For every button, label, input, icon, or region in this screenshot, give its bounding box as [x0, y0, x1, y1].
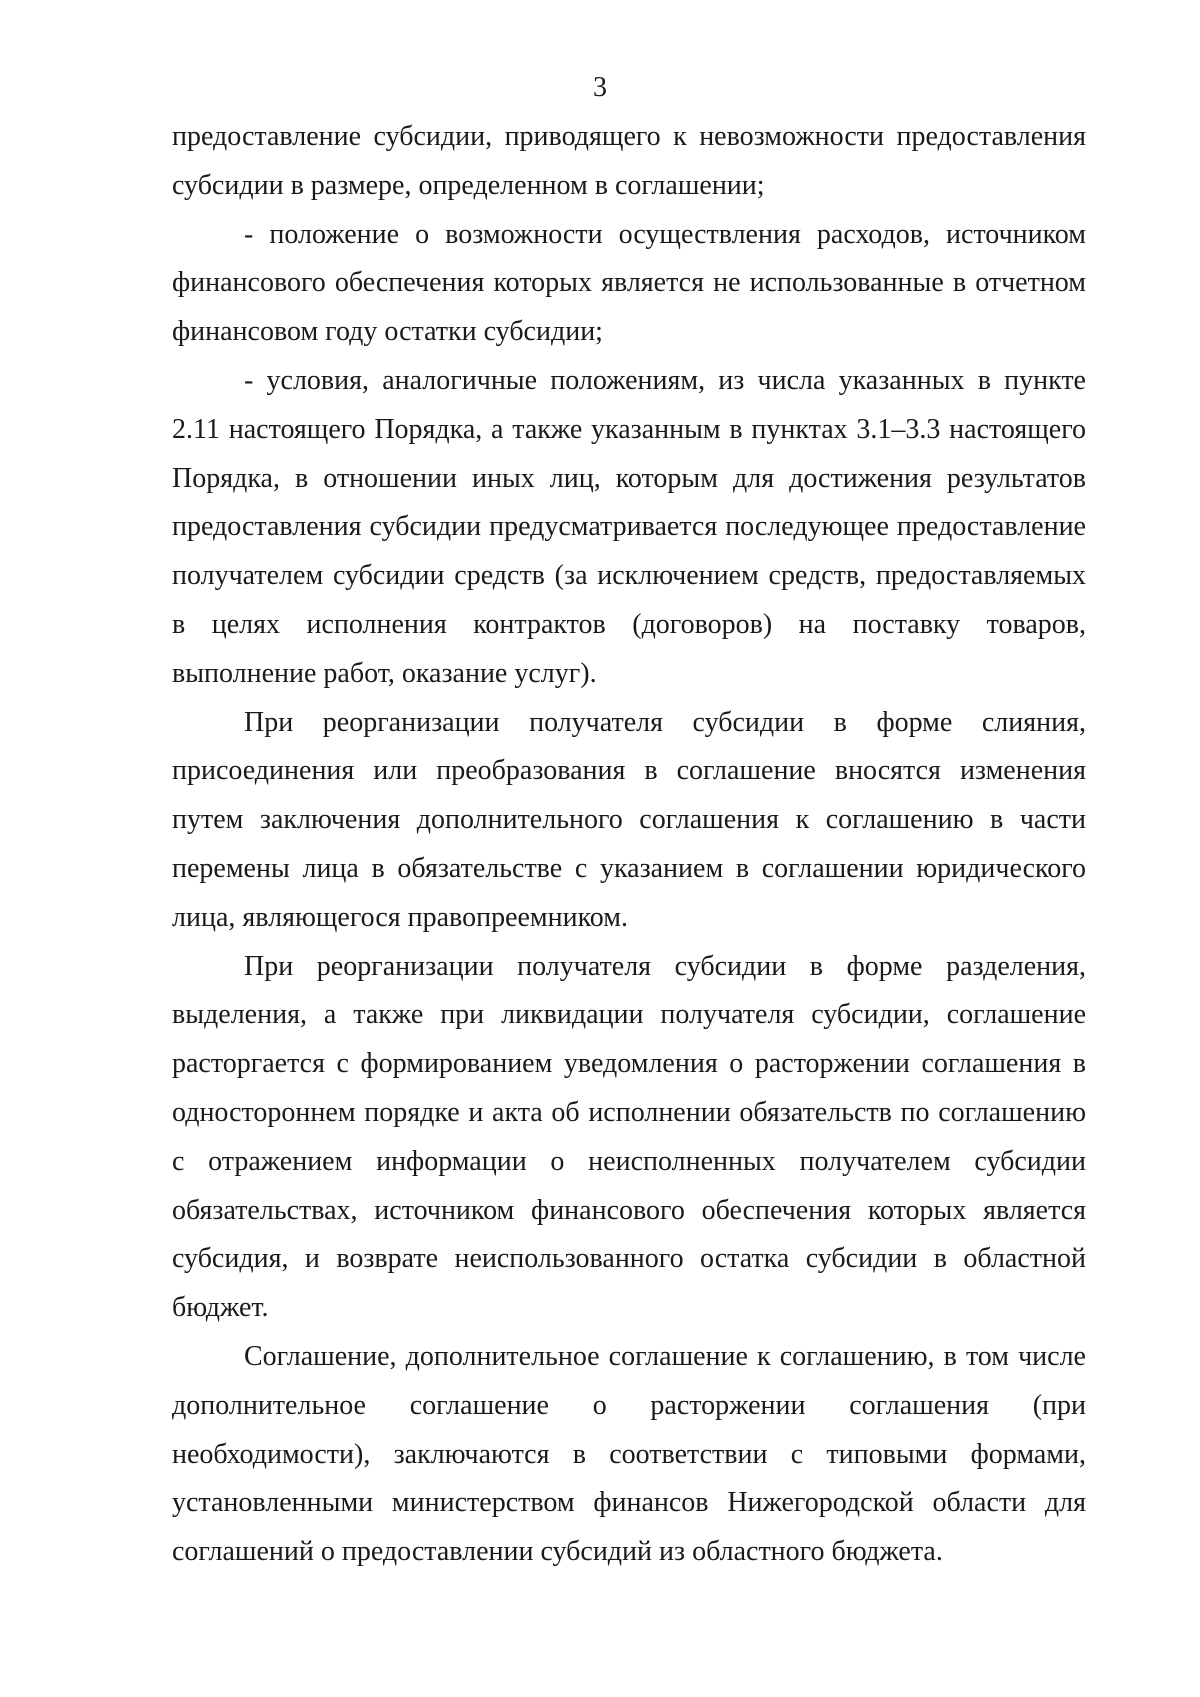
- paragraph-reorganization-division: При реорганизации получателя субсидии в форме разделения, выделения, а также при ликвидации получателя субсидии, соглашение расторгается с формированием уведомления о расторжении соглашения в одностороннем порядке и акта об исполнении обязательств по соглашению с отражением информации о неисполненных получателем субсидии обязательствах, источником финансового обеспечения которых является субсидия, и возврате неиспользованного остатка субсидии в областной бюджет.: [172, 950, 1086, 1324]
- paragraph-agreement-forms: Соглашение, дополнительное соглашение к соглашению, в том числе дополнительное соглашение о расторжении соглашения (при необходимости), заключаются в соответствии с типовыми формами, установленными министерством финансов Нижегородской области для соглашений о предоставлении субсидий из областного бюджета.: [172, 1340, 1086, 1568]
- document-body: [172, 113, 1086, 1577]
- paragraph-list-item-expenses: - положение о возможности осуществления расходов, источником финансового обеспечения которых является не использованные в отчетном финансовом году остатки субсидии;: [172, 218, 1086, 348]
- paragraph-reorganization-merger: При реорганизации получателя субсидии в форме слияния, присоединения или преобразования в соглашение вносятся изменения путем заключения дополнительного соглашения к соглашению в части перемены лица в обязательстве с указанием в соглашении юридического лица, являющегося правопреемником.: [172, 706, 1086, 933]
- page-number: 3: [593, 72, 607, 103]
- paragraph-list-item-conditions: - условия, аналогичные положениям, из числа указанных в пункте 2.11 настоящего Порядка, а также указанным в пунктах 3.1–3.3 настоящего Порядка, в отношении иных лиц, которым для достижения результатов предоставления субсидии предусматривается последующее предоставление получателем субсидии средств (за исключением средств, предоставляемых в целях исполнения контрактов (договоров) на поставку товаров, выполнение работ, оказание услуг).: [172, 364, 1086, 689]
- paragraph-continuation: предоставление субсидии, приводящего к невозможности предоставления субсидии в размере, определенном в соглашении;: [172, 121, 1086, 201]
